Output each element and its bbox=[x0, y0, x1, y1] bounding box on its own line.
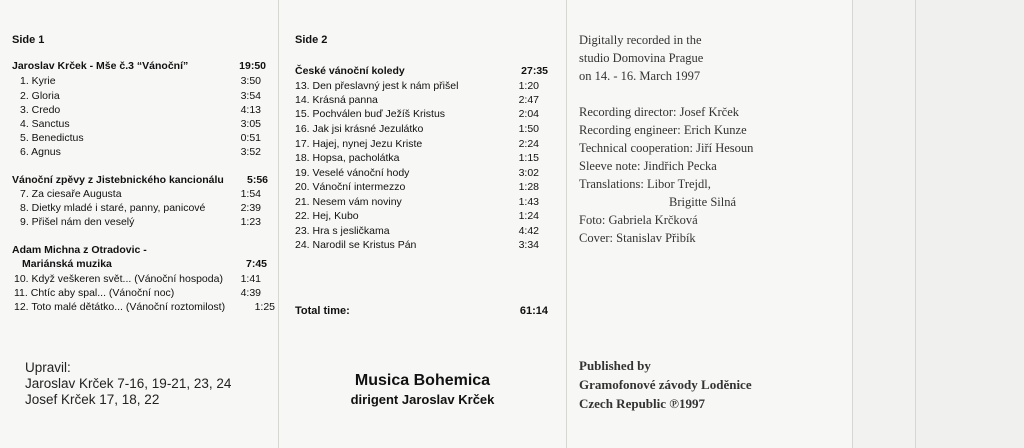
track-row bbox=[295, 210, 539, 222]
track-row bbox=[295, 94, 539, 106]
track-title: 24. Narodil se Kristus Pán bbox=[295, 239, 417, 251]
track-time: 1:54 bbox=[240, 188, 261, 200]
track-time: 3:05 bbox=[240, 118, 261, 130]
credit-line: Translations: Libor Trejdl, bbox=[579, 177, 711, 191]
track-title: 14. Krásná panna bbox=[295, 94, 378, 106]
track-time: 3:52 bbox=[240, 146, 261, 158]
group-subtitle: Mariánská muzika bbox=[22, 258, 112, 270]
side2-group-header bbox=[295, 65, 548, 77]
track-title: 2. Gloria bbox=[20, 90, 60, 102]
credit-line: Technical cooperation: Jiří Hesoun bbox=[579, 141, 754, 155]
arranger-line: Jaroslav Krček 7-16, 19-21, 23, 24 bbox=[25, 376, 232, 391]
track-row bbox=[20, 75, 261, 87]
track-time: 2:47 bbox=[518, 94, 539, 106]
group-time: 27:35 bbox=[521, 65, 548, 77]
track-time: 1:41 bbox=[240, 273, 261, 285]
track-time: 3:34 bbox=[518, 239, 539, 251]
track-row bbox=[295, 181, 539, 193]
track-time: 3:02 bbox=[518, 167, 539, 179]
track-row bbox=[295, 138, 539, 150]
track-title: 13. Den přeslavný jest k nám přišel bbox=[295, 80, 459, 92]
flap-panel bbox=[916, 0, 1024, 448]
track-row bbox=[20, 132, 261, 144]
recording-info-line: Digitally recorded in the bbox=[579, 33, 702, 47]
arranger-line: Josef Krček 17, 18, 22 bbox=[25, 392, 160, 407]
track-title: 1. Kyrie bbox=[20, 75, 56, 87]
track-row bbox=[295, 123, 539, 135]
credit-line: Cover: Stanislav Přibík bbox=[579, 231, 696, 245]
side1-panel bbox=[0, 0, 278, 448]
track-title: 9. Přišel nám den veselý bbox=[20, 216, 135, 228]
track-row bbox=[295, 152, 539, 164]
track-row bbox=[295, 196, 539, 208]
track-time: 1:25 bbox=[254, 301, 275, 313]
total-value: 61:14 bbox=[519, 305, 548, 317]
track-time: 4:13 bbox=[240, 104, 261, 116]
track-row bbox=[20, 146, 261, 158]
track-title: 7. Za ciesaře Augusta bbox=[20, 188, 122, 200]
arranger-credits bbox=[25, 360, 231, 408]
side1-group1-header bbox=[12, 60, 266, 72]
credits-panel bbox=[567, 0, 852, 448]
group-title: Jaroslav Krček - Mše č.3 “Vánoční” bbox=[12, 60, 189, 72]
track-row bbox=[14, 287, 261, 299]
track-title: 22. Hej, Kubo bbox=[295, 210, 359, 222]
publisher-line: Czech Republic ℗1997 bbox=[579, 396, 705, 411]
track-title: 15. Pochválen buď Ježíš Kristus bbox=[295, 108, 446, 120]
track-time: 1:23 bbox=[240, 216, 261, 228]
track-time: 1:15 bbox=[518, 152, 539, 164]
track-time: 0:51 bbox=[240, 132, 261, 144]
track-time: 4:39 bbox=[240, 287, 261, 299]
track-title: 20. Vánoční intermezzo bbox=[295, 181, 406, 193]
recording-info-line: on 14. - 16. March 1997 bbox=[579, 69, 701, 83]
track-title: 11. Chtíc aby spal... (Vánoční noc) bbox=[14, 287, 175, 299]
group-time: 19:50 bbox=[239, 60, 266, 72]
arranger-label: Upravil: bbox=[25, 360, 71, 375]
credit-line: Foto: Gabriela Krčková bbox=[579, 213, 698, 227]
track-row bbox=[295, 239, 539, 251]
conductor-name: dirigent Jaroslav Krček bbox=[350, 392, 495, 407]
track-row bbox=[20, 118, 261, 130]
side2-panel bbox=[279, 0, 566, 448]
track-time: 3:50 bbox=[240, 75, 261, 87]
credit-line: Sleeve note: Jindřich Pecka bbox=[579, 159, 717, 173]
track-row bbox=[20, 188, 261, 200]
track-title: 16. Jak jsi krásné Jezulátko bbox=[295, 123, 424, 135]
recording-info-line: studio Domovina Prague bbox=[579, 51, 704, 65]
track-row bbox=[20, 202, 261, 214]
track-row bbox=[20, 90, 261, 102]
track-time: 2:39 bbox=[240, 202, 261, 214]
total-label: Total time: bbox=[295, 305, 350, 317]
track-title: 8. Dietky mladé i staré, panny, panicové bbox=[20, 202, 206, 214]
track-time: 1:20 bbox=[518, 80, 539, 92]
track-title: 23. Hra s jesličkama bbox=[295, 225, 390, 237]
track-row bbox=[295, 167, 539, 179]
publisher-line: Gramofonové závody Loděnice bbox=[579, 377, 752, 392]
track-title: 21. Nesem vám noviny bbox=[295, 196, 402, 208]
group-time: 7:45 bbox=[245, 258, 267, 270]
track-time: 4:42 bbox=[518, 225, 539, 237]
spine-panel bbox=[853, 0, 915, 448]
credit-line: Brigitte Silná bbox=[669, 195, 737, 209]
track-row bbox=[14, 273, 261, 285]
track-title: 12. Toto malé dětátko... (Vánoční roztomilost) bbox=[14, 301, 226, 313]
side2-label: Side 2 bbox=[295, 34, 328, 46]
track-title: 10. Když veškeren svět... (Vánoční hospoda) bbox=[14, 273, 223, 285]
track-row bbox=[20, 104, 261, 116]
track-row bbox=[295, 108, 539, 120]
credit-line: Recording director: Josef Krček bbox=[579, 105, 740, 119]
track-title: 6. Agnus bbox=[20, 146, 61, 158]
track-row bbox=[14, 301, 275, 313]
track-time: 1:43 bbox=[518, 196, 539, 208]
track-title: 3. Credo bbox=[20, 104, 61, 116]
track-time: 1:28 bbox=[518, 181, 539, 193]
total-time-row bbox=[295, 305, 548, 317]
track-row bbox=[20, 216, 261, 228]
track-time: 2:04 bbox=[518, 108, 539, 120]
track-title: 17. Hajej, nynej Jezu Kriste bbox=[295, 138, 423, 150]
track-title: 19. Veselé vánoční hody bbox=[295, 167, 410, 179]
track-row bbox=[295, 80, 539, 92]
side1-group3-title: Adam Michna z Otradovic - bbox=[12, 244, 147, 256]
side1-label: Side 1 bbox=[12, 34, 45, 46]
group-time: 5:56 bbox=[246, 174, 268, 186]
track-row bbox=[295, 225, 539, 237]
track-time: 1:50 bbox=[518, 123, 539, 135]
credit-line: Recording engineer: Erich Kunze bbox=[579, 123, 747, 137]
track-title: 5. Benedictus bbox=[20, 132, 84, 144]
track-title: 4. Sanctus bbox=[20, 118, 70, 130]
side1-group2-header bbox=[12, 174, 268, 186]
group-title: Vánoční zpěvy z Jistebnického kancionálu bbox=[12, 174, 224, 186]
track-time: 2:24 bbox=[518, 138, 539, 150]
track-time: 1:24 bbox=[518, 210, 539, 222]
track-time: 3:54 bbox=[240, 90, 261, 102]
publisher-line: Published by bbox=[579, 358, 651, 373]
group-title: České vánoční koledy bbox=[295, 65, 405, 77]
ensemble-name: Musica Bohemica bbox=[354, 372, 491, 389]
side1-group3-header bbox=[22, 258, 267, 270]
track-title: 18. Hopsa, pacholátka bbox=[295, 152, 400, 164]
